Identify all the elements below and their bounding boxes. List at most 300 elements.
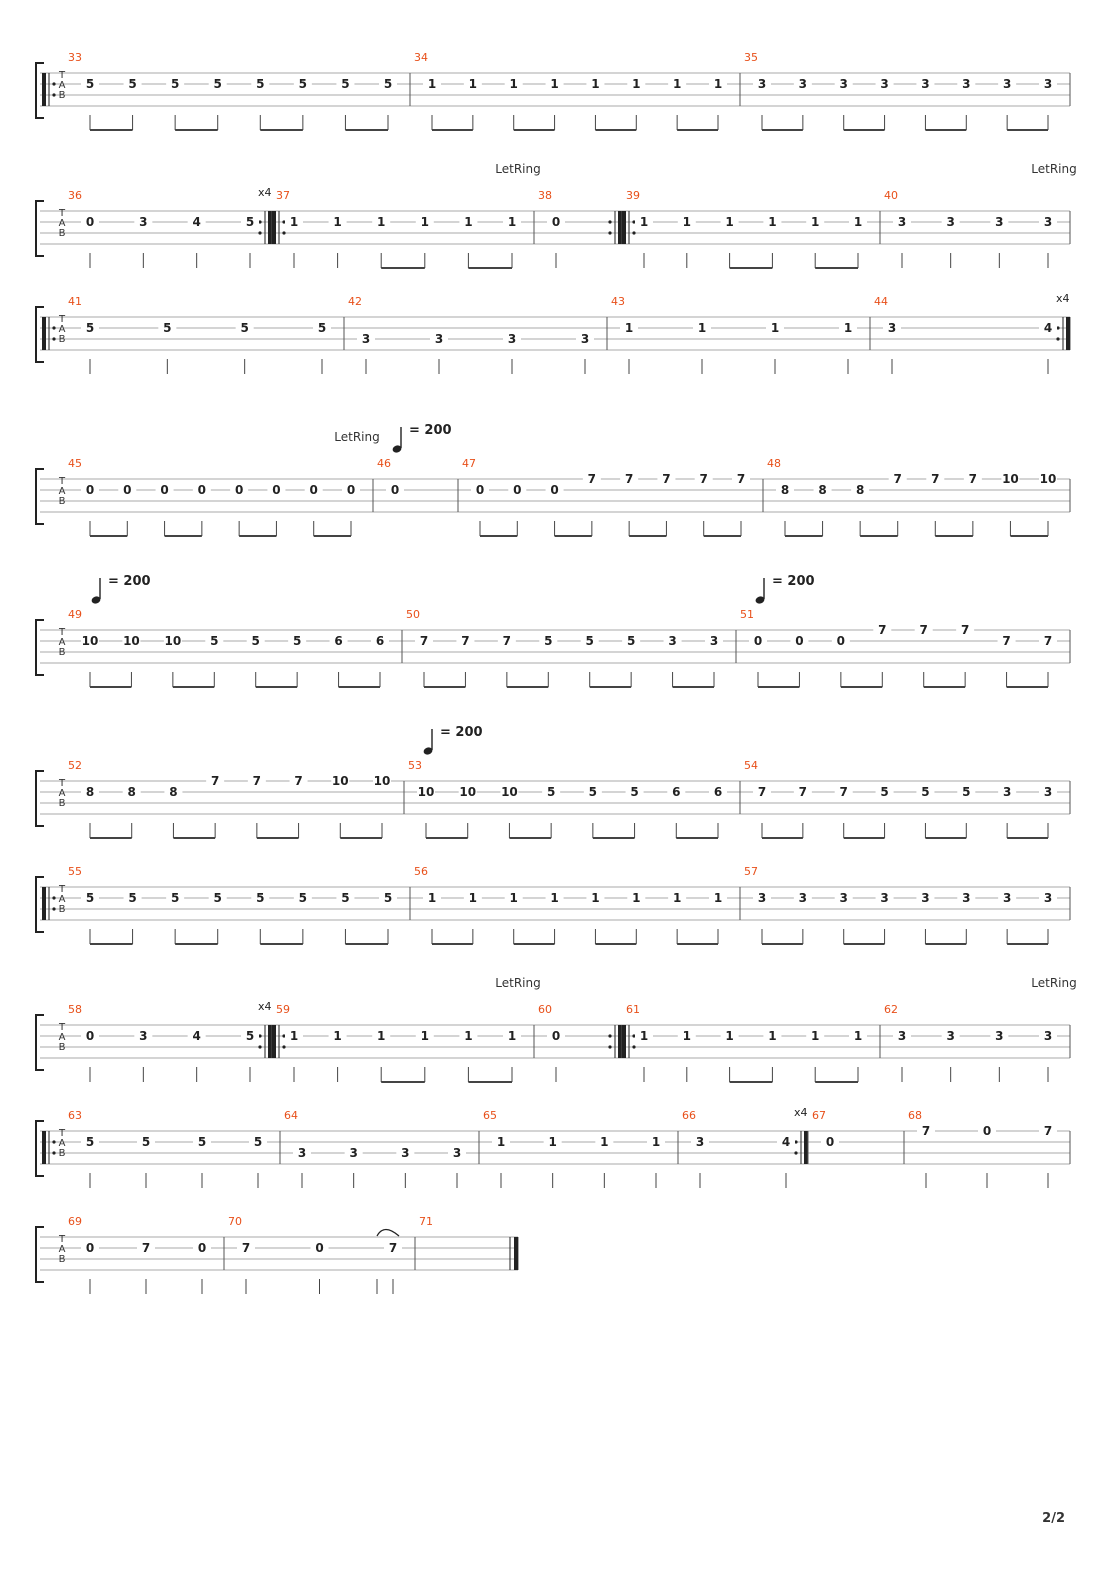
fret-number: 8 — [855, 483, 865, 497]
measure — [68, 1215, 211, 1294]
fret-number: 1 — [811, 1029, 820, 1043]
measure-number: 42 — [348, 295, 362, 308]
fret-number: 10 — [164, 634, 182, 648]
fret-number: 7 — [210, 774, 220, 788]
fret-number: 5 — [245, 1029, 255, 1043]
tab-clef-letter: T — [58, 476, 66, 487]
fret-number: 1 — [550, 77, 559, 91]
fret-number: 0 — [551, 215, 561, 229]
measure — [808, 1109, 839, 1164]
tab-clef-letter: B — [58, 90, 66, 101]
measure-number: 60 — [538, 1003, 552, 1016]
fret-number: 8 — [169, 785, 178, 799]
tab-clef-letter: B — [58, 647, 66, 658]
fret-number: 5 — [170, 891, 180, 905]
fret-number: 0 — [272, 483, 281, 497]
repeat-dot — [52, 907, 55, 910]
fret-number: 5 — [585, 634, 594, 648]
repeat-end-thick-bar — [804, 1131, 808, 1164]
fret-number: 6 — [334, 634, 343, 648]
fret-number: 1 — [672, 891, 682, 905]
measure-number: 40 — [884, 189, 898, 202]
fret-number: 3 — [839, 891, 848, 905]
fret-number: 3 — [668, 634, 677, 648]
tab-clef-letter: T — [58, 208, 66, 219]
fret-number: 7 — [736, 472, 746, 486]
fret-number: 1 — [591, 891, 600, 905]
repeat-dot — [52, 1151, 55, 1154]
measure-number: 66 — [682, 1109, 696, 1122]
fret-number: 1 — [468, 891, 478, 905]
measure — [880, 1003, 1057, 1082]
measure — [224, 1215, 402, 1294]
fret-number: 0 — [160, 483, 169, 497]
fret-number: 3 — [946, 215, 955, 229]
repeat-end-thick-bar — [618, 211, 622, 244]
measure — [373, 457, 404, 512]
measure-number: 65 — [483, 1109, 497, 1122]
measure — [68, 608, 389, 687]
fret-number: 5 — [213, 891, 222, 905]
fret-number: 7 — [931, 472, 940, 486]
repeat-dot — [608, 220, 611, 223]
fret-number: 5 — [256, 891, 265, 905]
measure — [870, 292, 1070, 374]
fret-number: 3 — [798, 77, 808, 91]
measure — [534, 1003, 622, 1082]
repeat-dot — [52, 896, 55, 899]
fret-number: 6 — [713, 785, 723, 799]
fret-number: 7 — [960, 623, 970, 637]
fret-number: 0 — [85, 483, 95, 497]
fret-number: 1 — [333, 1029, 342, 1043]
measure — [344, 295, 594, 374]
repeat-dot — [282, 231, 285, 234]
repeat-end-thick-bar — [618, 1025, 622, 1058]
fret-number: 5 — [341, 77, 350, 91]
measure — [622, 189, 867, 268]
fret-number: 5 — [383, 891, 393, 905]
fret-number: 1 — [427, 77, 437, 91]
fret-number: 6 — [672, 785, 681, 799]
fret-number: 3 — [507, 332, 517, 346]
fret-number: 3 — [757, 891, 767, 905]
repeat-dot — [282, 1045, 285, 1048]
tab-clef-letter: A — [58, 788, 66, 799]
measure-number: 57 — [744, 865, 758, 878]
fret-number: 3 — [1002, 785, 1012, 799]
repeat-start-thick-bar — [42, 1131, 46, 1164]
fret-number: 6 — [375, 634, 385, 648]
tab-system — [36, 1106, 1070, 1188]
measure-number: 45 — [68, 457, 82, 470]
fret-number: 5 — [85, 1135, 95, 1149]
fret-number: 1 — [768, 215, 777, 229]
fret-number: 3 — [1043, 215, 1053, 229]
tempo-value: = 200 — [409, 423, 452, 438]
fret-number: 5 — [317, 321, 327, 335]
measure-number: 36 — [68, 189, 82, 202]
repeat-end-thick-bar — [1066, 317, 1070, 350]
fret-number: 1 — [853, 215, 863, 229]
measure — [740, 865, 1057, 944]
tab-system — [36, 51, 1070, 130]
fret-number: 5 — [880, 785, 889, 799]
fret-number: 0 — [315, 1241, 324, 1255]
measure-number: 59 — [276, 1003, 290, 1016]
repeat-dot — [52, 337, 55, 340]
fret-number: 5 — [341, 891, 350, 905]
system-bracket — [36, 620, 44, 675]
measure-number: 41 — [68, 295, 82, 308]
fret-number: 7 — [502, 634, 512, 648]
measure-number: 44 — [874, 295, 888, 308]
tab-system — [36, 976, 1077, 1082]
fret-number: 1 — [639, 215, 649, 229]
fret-number: 0 — [197, 1241, 207, 1255]
tempo-value: = 200 — [108, 574, 151, 589]
measure-number: 39 — [626, 189, 640, 202]
repeat-dot — [1056, 337, 1059, 340]
fret-number: 1 — [420, 1029, 429, 1043]
fret-number: 0 — [836, 634, 846, 648]
measure-number: 67 — [812, 1109, 826, 1122]
fret-number: 5 — [383, 77, 393, 91]
fret-number: 3 — [962, 891, 971, 905]
measure-number: 69 — [68, 1215, 82, 1228]
tab-clef-letter: B — [58, 798, 66, 809]
repeat-start-thick-bar — [622, 211, 626, 244]
fret-number: 1 — [624, 321, 634, 335]
measure — [402, 608, 723, 687]
fret-number: 8 — [818, 483, 827, 497]
fret-number: 7 — [1043, 1124, 1053, 1138]
measure — [410, 51, 727, 130]
fret-number: 1 — [289, 1029, 299, 1043]
fret-number: 1 — [464, 215, 473, 229]
repeat-dot — [608, 1045, 611, 1048]
measure-number: 43 — [611, 295, 625, 308]
fret-number: 1 — [468, 77, 478, 91]
tab-clef-letter: B — [58, 496, 66, 507]
fret-number: 1 — [651, 1135, 661, 1149]
let-ring-label: LetRing — [495, 976, 541, 990]
measure — [272, 1003, 521, 1082]
fret-number: 7 — [587, 472, 597, 486]
fret-number: 1 — [632, 77, 641, 91]
tab-clef-letter: A — [58, 218, 66, 229]
tempo-value: = 200 — [772, 574, 815, 589]
let-ring-label: LetRing — [1031, 976, 1077, 990]
fret-number: 1 — [713, 891, 723, 905]
fret-number: 4 — [192, 1029, 201, 1043]
measure-number: 52 — [68, 759, 82, 772]
measure — [736, 608, 1057, 687]
fret-number: 5 — [85, 891, 95, 905]
tab-system — [36, 292, 1070, 374]
fret-number: 1 — [697, 321, 707, 335]
fret-number: 7 — [294, 774, 303, 788]
fret-number: 1 — [427, 891, 437, 905]
let-ring-label: LetRing — [495, 162, 541, 176]
fret-number: 7 — [757, 785, 767, 799]
tab-clef-letter: T — [58, 778, 66, 789]
measure-number: 46 — [377, 457, 391, 470]
fret-number: 3 — [139, 215, 148, 229]
fret-number: 5 — [546, 785, 556, 799]
repeat-dot — [632, 231, 635, 234]
measure-number: 47 — [462, 457, 476, 470]
measure — [415, 1215, 518, 1270]
fret-number: 3 — [580, 332, 590, 346]
fret-number: 3 — [962, 77, 971, 91]
tab-system — [36, 725, 1070, 838]
tab-clef-letter: B — [58, 334, 66, 345]
measure — [479, 1109, 665, 1188]
fret-number: 1 — [725, 1029, 734, 1043]
tempo-marking — [91, 574, 151, 605]
repeat-count: x4 — [794, 1106, 808, 1119]
measure-number: 49 — [68, 608, 82, 621]
fret-number: 10 — [123, 634, 140, 648]
measure — [607, 295, 857, 374]
fret-number: 10 — [331, 774, 349, 788]
fret-number: 5 — [128, 77, 137, 91]
measure — [622, 1003, 867, 1082]
fret-number: 1 — [682, 215, 691, 229]
measure — [740, 51, 1057, 130]
measure-number: 64 — [284, 1109, 298, 1122]
let-ring-label: LetRing — [1031, 162, 1077, 176]
fret-number: 3 — [887, 321, 897, 335]
repeat-dot — [608, 1034, 611, 1037]
fret-number: 5 — [213, 77, 222, 91]
fret-number: 1 — [853, 1029, 863, 1043]
tab-clef-letter: T — [58, 1128, 66, 1139]
repeat-start-thick-bar — [42, 317, 46, 350]
repeat-count: x4 — [258, 1000, 272, 1013]
fret-number: 3 — [880, 891, 889, 905]
repeat-dot — [258, 231, 261, 234]
measure-number: 58 — [68, 1003, 82, 1016]
tab-clef-letter: T — [58, 1022, 66, 1033]
fret-number: 10 — [81, 634, 99, 648]
fret-number: 5 — [128, 891, 137, 905]
tab-clef-letter: T — [58, 627, 66, 638]
fret-number: 1 — [632, 891, 641, 905]
measure-number: 61 — [626, 1003, 640, 1016]
repeat-dot — [52, 82, 55, 85]
fret-number: 4 — [781, 1135, 791, 1149]
fret-number: 1 — [770, 321, 780, 335]
system-bracket — [36, 201, 44, 256]
fret-number: 0 — [390, 483, 400, 497]
measure-number: 68 — [908, 1109, 922, 1122]
final-thick-bar — [514, 1237, 518, 1270]
measure-number: 62 — [884, 1003, 898, 1016]
measure — [42, 51, 397, 130]
measure-number: 55 — [68, 865, 82, 878]
fret-number: 7 — [241, 1241, 251, 1255]
measure-number: 35 — [744, 51, 758, 64]
fret-number: 5 — [626, 634, 636, 648]
repeat-dot — [52, 93, 55, 96]
tab-system — [36, 865, 1070, 944]
fret-number: 10 — [459, 785, 477, 799]
fret-number: 3 — [1043, 1029, 1053, 1043]
fret-number: 3 — [880, 77, 889, 91]
page-number: 2/2 — [1042, 1511, 1065, 1526]
fret-number: 1 — [377, 1029, 386, 1043]
fret-number: 7 — [624, 472, 634, 486]
fret-number: 7 — [252, 774, 262, 788]
tab-clef-letter: B — [58, 904, 66, 915]
tab-system — [36, 162, 1077, 268]
fret-number: 1 — [672, 77, 682, 91]
measure-number: 51 — [740, 608, 754, 621]
fret-number: 10 — [501, 785, 518, 799]
fret-number: 5 — [240, 321, 249, 335]
fret-number: 3 — [757, 77, 767, 91]
measure-number: 50 — [406, 608, 420, 621]
measure — [904, 1109, 1057, 1188]
repeat-dot — [794, 1151, 797, 1154]
fret-number: 1 — [682, 1029, 691, 1043]
fret-number: 3 — [921, 891, 930, 905]
repeat-start-thick-bar — [42, 73, 46, 106]
fret-number: 7 — [1002, 634, 1011, 648]
fret-number: 5 — [253, 1135, 263, 1149]
fret-number: 10 — [373, 774, 391, 788]
fret-number: 3 — [1043, 785, 1053, 799]
fret-number: 1 — [507, 215, 517, 229]
fret-number: 0 — [197, 483, 207, 497]
fret-number: 1 — [509, 77, 518, 91]
fret-number: 7 — [839, 785, 848, 799]
fret-number: 7 — [141, 1241, 151, 1255]
measure — [678, 1106, 808, 1188]
tempo-marking — [755, 574, 815, 605]
system-bracket — [36, 1015, 44, 1070]
measure — [404, 759, 727, 838]
tab-clef-letter: A — [58, 637, 66, 648]
fret-number: 0 — [123, 483, 132, 497]
tab-clef-letter: A — [58, 1244, 66, 1255]
tab-system — [36, 423, 1070, 536]
repeat-dot — [52, 326, 55, 329]
fret-number: 1 — [496, 1135, 506, 1149]
tab-clef-letter: T — [58, 1234, 66, 1245]
fret-number: 8 — [127, 785, 136, 799]
repeat-start-thick-bar — [622, 1025, 626, 1058]
fret-number: 3 — [897, 215, 907, 229]
tab-clef-letter: B — [58, 1042, 66, 1053]
measure-number: 38 — [538, 189, 552, 202]
fret-number: 1 — [550, 891, 559, 905]
measure — [280, 1109, 466, 1188]
measure — [42, 1109, 267, 1188]
fret-number: 3 — [349, 1146, 358, 1160]
repeat-dot — [52, 1140, 55, 1143]
fret-number: 1 — [464, 1029, 473, 1043]
system-bracket — [36, 469, 44, 524]
measure — [534, 189, 622, 268]
measure — [458, 457, 750, 536]
fret-number: 5 — [544, 634, 553, 648]
measure-number: 71 — [419, 1215, 433, 1228]
fret-number: 0 — [825, 1135, 835, 1149]
measure-number: 48 — [767, 457, 781, 470]
fret-number: 1 — [420, 215, 429, 229]
fret-number: 1 — [289, 215, 299, 229]
fret-number: 4 — [192, 215, 201, 229]
fret-number: 10 — [1002, 472, 1019, 486]
measure — [272, 189, 521, 268]
fret-number: 0 — [551, 1029, 561, 1043]
fret-number: 5 — [292, 634, 302, 648]
fret-number: 7 — [878, 623, 887, 637]
fret-number: 5 — [170, 77, 180, 91]
tab-clef-letter: A — [58, 486, 66, 497]
fret-number: 7 — [388, 1241, 398, 1255]
fret-number: 5 — [163, 321, 172, 335]
repeat-dot — [608, 231, 611, 234]
tab-clef-letter: T — [58, 884, 66, 895]
tab-clef-letter: A — [58, 80, 66, 91]
fret-number: 7 — [419, 634, 429, 648]
fret-number: 1 — [507, 1029, 517, 1043]
fret-number: 4 — [1043, 321, 1053, 335]
fret-number: 5 — [298, 77, 308, 91]
repeat-dot — [632, 1045, 635, 1048]
fret-number: 0 — [234, 483, 244, 497]
fret-number: 7 — [699, 472, 708, 486]
fret-number: 5 — [141, 1135, 151, 1149]
fret-number: 1 — [725, 215, 734, 229]
fret-number: 7 — [921, 1124, 931, 1138]
repeat-dot — [258, 1045, 261, 1048]
repeat-start-thick-bar — [272, 1025, 276, 1058]
tab-clef-letter: T — [58, 70, 66, 81]
measure-number: 34 — [414, 51, 428, 64]
fret-number: 5 — [245, 215, 255, 229]
fret-number: 7 — [461, 634, 470, 648]
fret-number: 0 — [753, 634, 763, 648]
fret-number: 3 — [798, 891, 808, 905]
measure-number: 33 — [68, 51, 82, 64]
fret-number: 7 — [893, 472, 902, 486]
fret-number: 7 — [662, 472, 671, 486]
measure — [42, 865, 397, 944]
fret-number: 1 — [591, 77, 600, 91]
repeat-count: x4 — [258, 186, 272, 199]
fret-number: 5 — [921, 785, 930, 799]
fret-number: 7 — [798, 785, 808, 799]
let-ring-label: LetRing — [334, 430, 380, 444]
repeat-start-thick-bar — [42, 887, 46, 920]
tempo-marking — [423, 725, 483, 756]
fret-number: 7 — [1043, 634, 1053, 648]
measure-number: 70 — [228, 1215, 242, 1228]
fret-number: 1 — [768, 1029, 777, 1043]
fret-number: 1 — [639, 1029, 649, 1043]
tab-system — [36, 1215, 518, 1294]
fret-number: 3 — [1002, 891, 1012, 905]
fret-number: 0 — [795, 634, 804, 648]
measure — [42, 295, 331, 374]
measure — [68, 759, 391, 838]
tab-clef-letter: A — [58, 1032, 66, 1043]
